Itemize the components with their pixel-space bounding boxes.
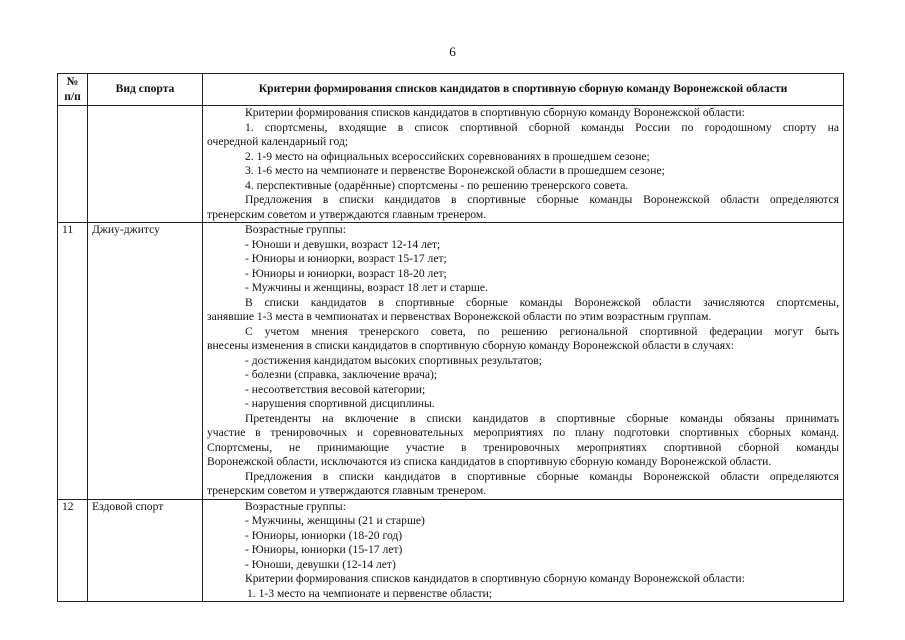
text-line: Предложения в списки кандидатов в спортивные сборные команды Воронежской области определяются bbox=[245, 469, 839, 483]
text-line: занявшие 1-3 места в чемпионатах и первенствах Воронежской области по этим возрастным группам. bbox=[207, 310, 712, 323]
sport-name: Джиу-джитсу bbox=[88, 223, 203, 500]
text-line: 2. 1-9 место на официальных всероссийских соревнованиях в прошедшем сезоне; bbox=[245, 149, 650, 163]
text-line: - Мужчины, женщины (21 и старше) bbox=[245, 514, 425, 527]
text-line: Критерии формирования списков кандидатов в спортивную сборную команду Воронежской области: bbox=[245, 572, 745, 585]
text-line: - Юниоры, юниорки (15-17 лет) bbox=[245, 543, 403, 556]
header-sport: Вид спорта bbox=[88, 74, 203, 106]
text-line: 1. 1-3 место на чемпионате и первенстве области; bbox=[247, 586, 493, 600]
text-line: - Мужчины и женщины, возраст 18 лет и старше. bbox=[245, 281, 488, 294]
criteria-cell bbox=[203, 106, 844, 223]
header-num: № п/п bbox=[58, 74, 88, 106]
table-row-11 bbox=[58, 223, 844, 500]
text-line: Возрастные группы: bbox=[245, 223, 346, 236]
row-number: 11 bbox=[58, 223, 88, 500]
criteria-table bbox=[57, 73, 844, 602]
text-line: - Юноши и девушки, возраст 12-14 лет; bbox=[245, 237, 441, 251]
row-number: 12 bbox=[58, 499, 88, 602]
row-num-empty bbox=[58, 106, 88, 223]
criteria-cell bbox=[203, 499, 844, 602]
text-line: Претенденты на включение в списки кандидатов в спортивные сборные команды обязаны принимать bbox=[245, 411, 839, 425]
text-line: Воронежской области, исключаются из списка кандидатов в спортивную сборную команду Воронежской области. bbox=[207, 455, 772, 468]
text-line: участие в тренировочных и соревновательных мероприятиях по плану подготовки спортивных сборных команд. bbox=[207, 426, 839, 439]
text-line: Спортсмены, не принимающие участие в тренировочных мероприятиях спортивной сборной команды bbox=[207, 440, 839, 454]
sport-name: Ездовой спорт bbox=[88, 499, 203, 602]
text-line: внесены изменения в списки кандидатов в спортивную сборную команду Воронежской области в случаях: bbox=[207, 339, 735, 352]
text-line: 3. 1-6 место на чемпионате и первенстве Воронежской области в прошедшем сезоне; bbox=[245, 164, 665, 177]
text-line: - Юниоры и юниорки, возраст 15-17 лет; bbox=[245, 252, 447, 265]
text-line: - болезни (справка, заключение врача); bbox=[245, 368, 438, 381]
text-line: - Юниоры и юниорки, возраст 18-20 лет; bbox=[245, 266, 447, 280]
text-line: 4. перспективные (одарённые) спортсмены - по решению тренерского совета. bbox=[245, 178, 629, 192]
row-sport-empty bbox=[88, 106, 203, 223]
text-line: - Юноши, девушки (12-14 лет) bbox=[245, 557, 396, 571]
header-criteria: Критерии формирования списков кандидатов в спортивную сборную команду Воронежской области bbox=[203, 74, 844, 106]
text-line: - достижения кандидатом высоких спортивных результатов; bbox=[245, 353, 542, 367]
text-line: Возрастные группы: bbox=[245, 499, 346, 513]
text-line: Критерии формирования списков кандидатов в спортивную сборную команду Воронежской области: bbox=[245, 106, 745, 119]
text-line: тренерским советом и утверждаются главным тренером. bbox=[207, 207, 487, 221]
page-number: 6 bbox=[449, 44, 456, 59]
text-line: С учетом мнения тренерского совета, по решению региональной спортивной федерации могут быть bbox=[245, 324, 839, 338]
criteria-cell bbox=[203, 223, 844, 500]
text-line: 1. спортсмены, входящие в список спортивной сборной команды России по городошному спорту на bbox=[245, 120, 839, 134]
text-line: - Юниоры, юниорки (18-20 год) bbox=[245, 528, 403, 542]
table-header-row bbox=[58, 74, 844, 106]
text-line: В списки кандидатов в спортивные сборные команды Воронежской области зачисляются спортсмены, bbox=[245, 295, 839, 309]
table-row-continued bbox=[58, 106, 844, 223]
text-line: - нарушения спортивной дисциплины. bbox=[245, 397, 435, 410]
text-line: - несоответствия весовой категории; bbox=[245, 382, 426, 396]
table-row-12 bbox=[58, 499, 844, 602]
text-line: Предложения в списки кандидатов в спортивные сборные команды Воронежской области определяются bbox=[245, 193, 839, 206]
text-line: очередной календарный год; bbox=[207, 135, 349, 148]
text-line: тренерским советом и утверждаются главным тренером. bbox=[207, 484, 487, 497]
